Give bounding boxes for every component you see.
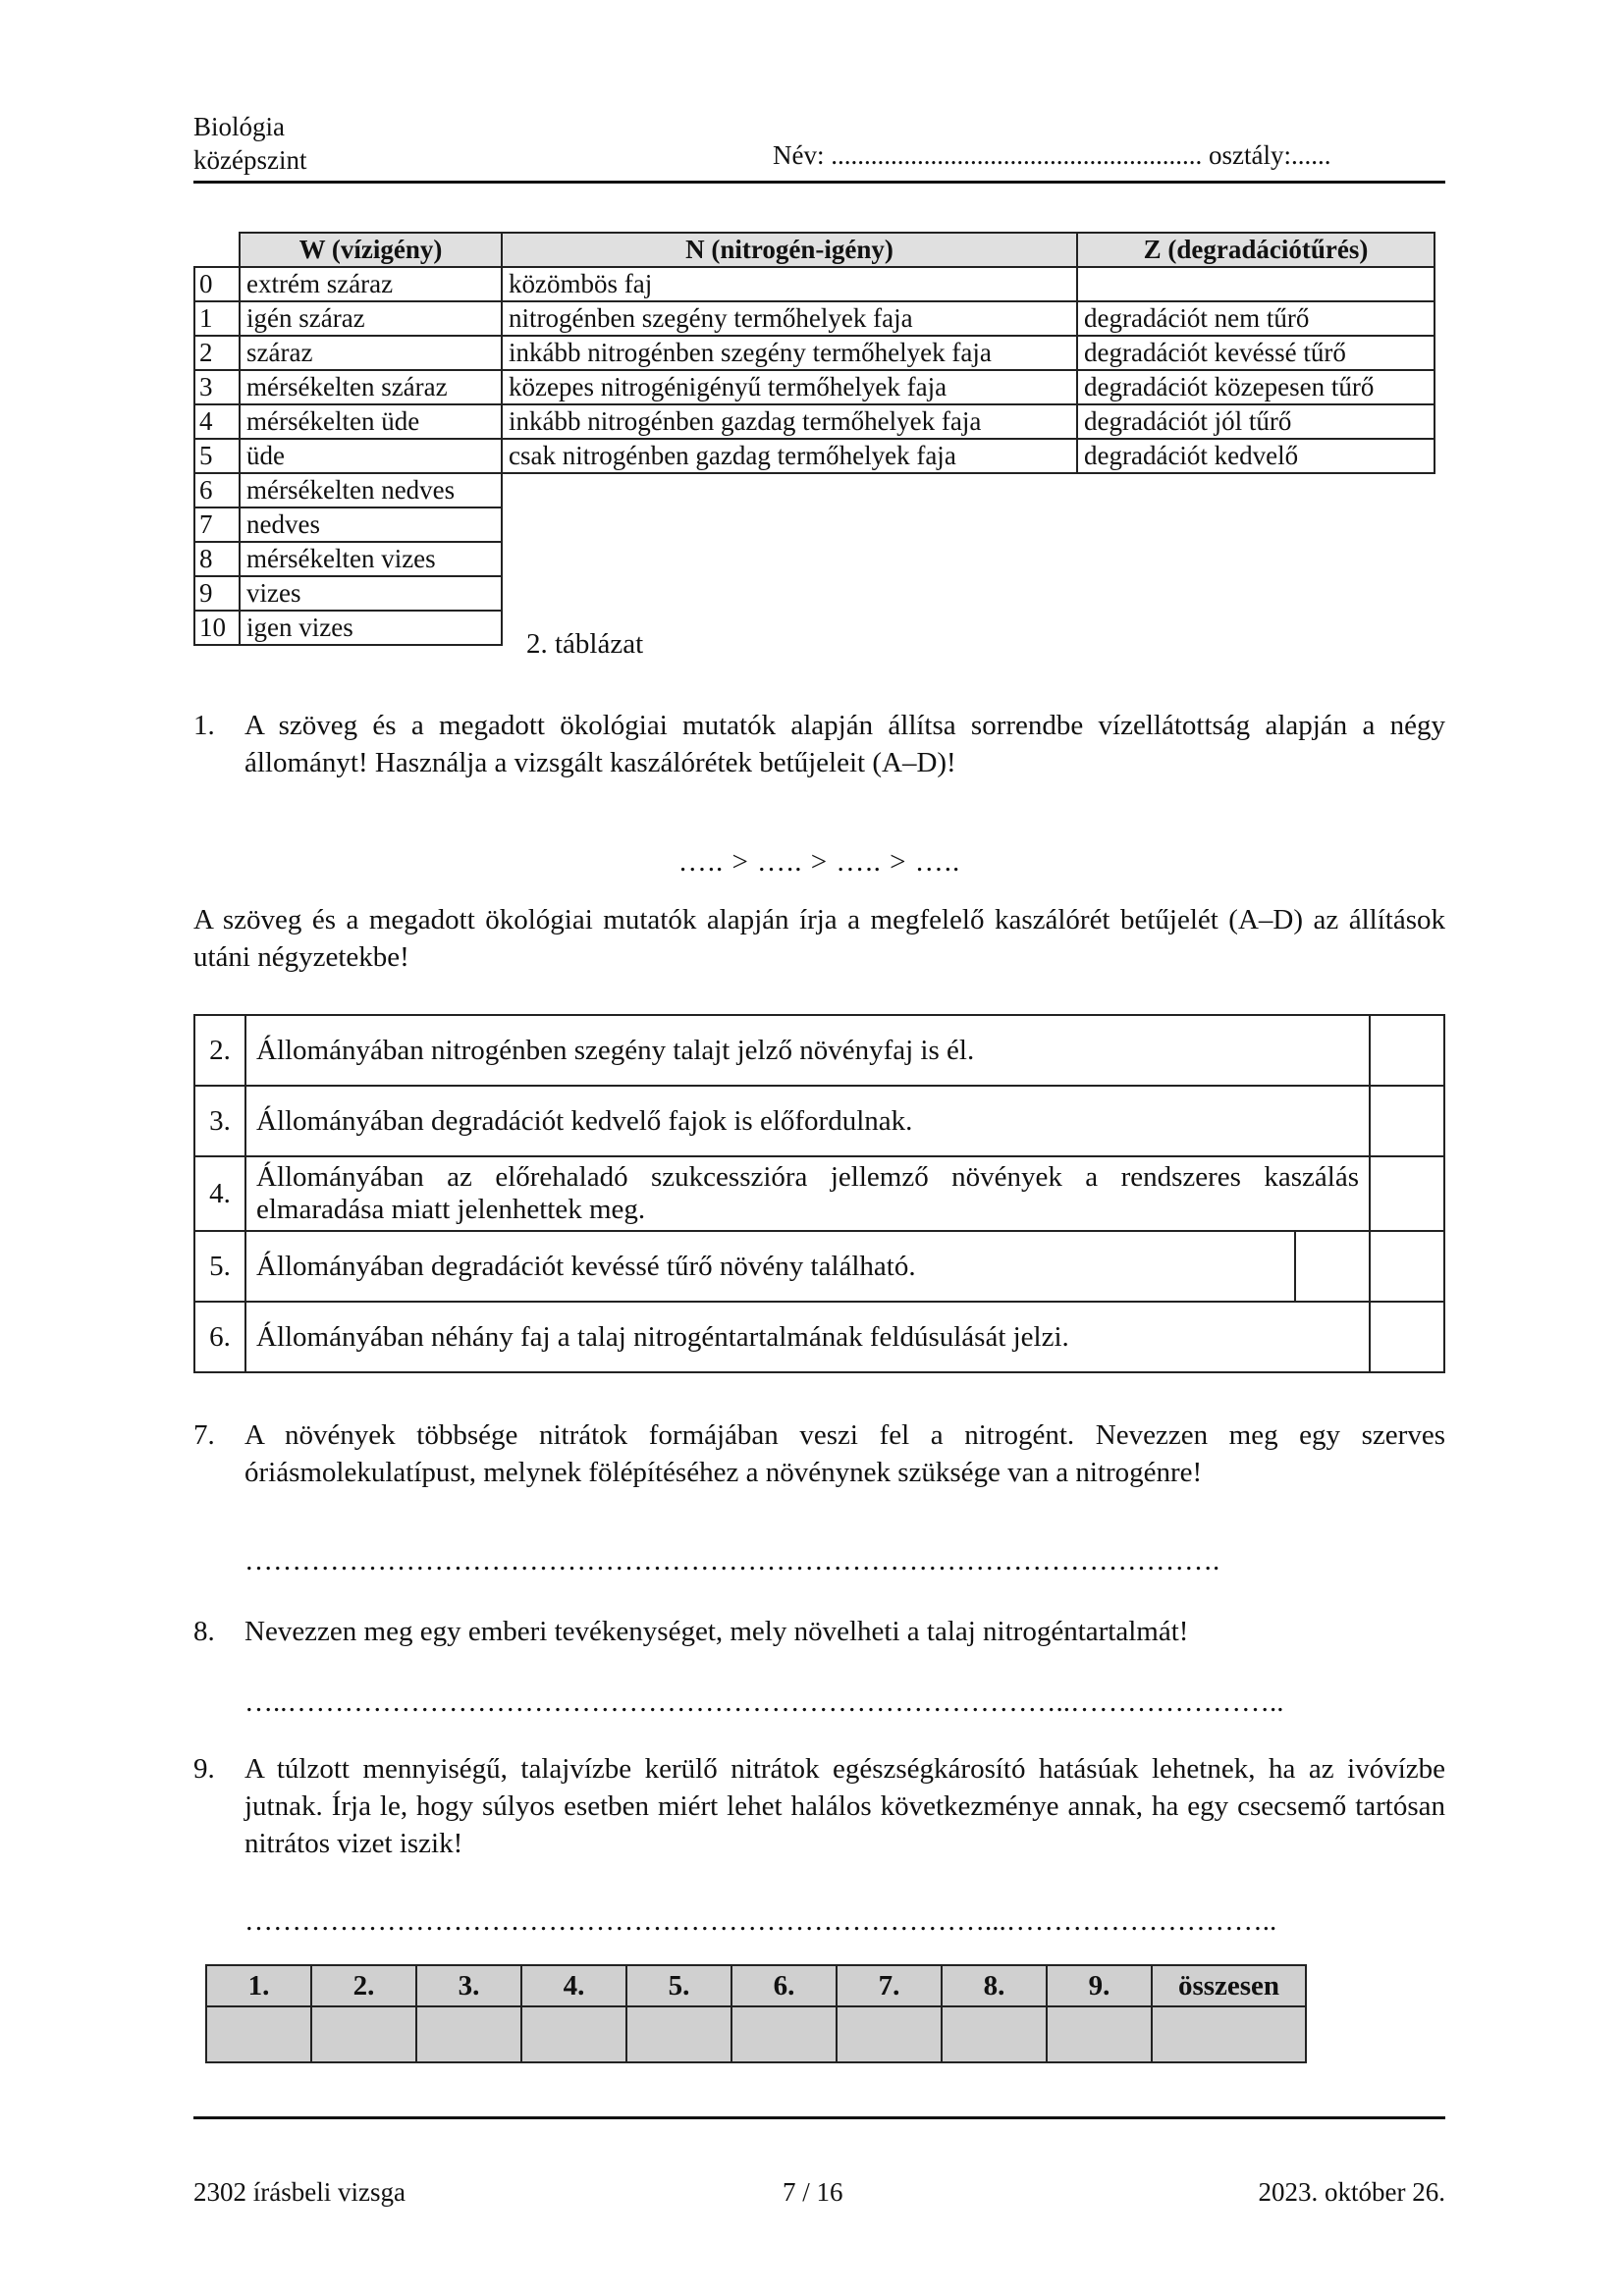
table-row (194, 1015, 1444, 1086)
score-header: 5. (626, 1965, 731, 2006)
table-row (194, 473, 1435, 507)
score-header: 3. (416, 1965, 521, 2006)
answer-box[interactable] (1370, 1156, 1444, 1231)
footer-page-number: 7 / 16 (783, 2177, 843, 2207)
row-index: 2 (194, 336, 240, 370)
statement-number: 6. (194, 1302, 245, 1372)
subject-title: Biológia (193, 112, 285, 141)
score-cell[interactable] (731, 2006, 837, 2062)
row-index: 10 (194, 611, 240, 645)
cell-w: vizes (240, 576, 502, 611)
subject-level: középszint (193, 145, 307, 175)
answer-line-8[interactable]: …..………………………………………………………………………..………………….. (244, 1686, 1284, 1718)
empty-cell (502, 473, 1435, 507)
row-index: 8 (194, 542, 240, 576)
answer-box[interactable] (1370, 1015, 1444, 1086)
table-row (194, 1302, 1444, 1372)
table-row (194, 267, 1435, 301)
row-index: 1 (194, 301, 240, 336)
table-row (194, 370, 1435, 404)
question-text: A növények többsége nitrátok formájában veszi fel a nitrogént. Nevezzen meg egy szerves óriásmolekulatípust, melynek fölépítéséhez a növénynek szüksége van a nitrogénre! (244, 1419, 1445, 1488)
cell-w: mérsékelten száraz (240, 370, 502, 404)
table-row (194, 404, 1435, 439)
header-n: N (nitrogén-igény) (502, 233, 1077, 267)
cell-w: mérsékelten üde (240, 404, 502, 439)
table-row (194, 1156, 1444, 1231)
cell-w: üde (240, 439, 502, 473)
score-cell[interactable] (837, 2006, 942, 2062)
question-number: 8. (193, 1616, 215, 1647)
header-z: Z (degradációtűrés) (1077, 233, 1435, 267)
empty-cell (502, 542, 1435, 576)
statement-text: Állományában néhány faj a talaj nitrogéntartalmának feldúsulását jelzi. (245, 1302, 1370, 1372)
indicator-table-header (194, 233, 1435, 267)
question-7 (193, 1416, 1445, 1495)
question-number: 7. (193, 1419, 215, 1451)
statement-text: Állományában az előrehaladó szukcesszióra jellemző növények a rendszeres kaszálás elmaradása miatt jelenhettek meg. (245, 1156, 1370, 1231)
question-text: A szöveg és a megadott ökológiai mutatók alapján állítsa sorrendbe vízellátottság alapján a négy állományt! Használja a vizsgált kaszálórétek betűjeleit (A–D)! (244, 710, 1445, 778)
statement-number: 2. (194, 1015, 245, 1086)
score-cell[interactable] (1047, 2006, 1152, 2062)
cell-n: inkább nitrogénben gazdag termőhelyek faja (502, 404, 1077, 439)
table-row (194, 1086, 1444, 1156)
footer-exam-code: 2302 írásbeli vizsga (193, 2177, 406, 2207)
cell-z: degradációt kevéssé tűrő (1077, 336, 1435, 370)
table-row (194, 1231, 1444, 1302)
empty-cell (502, 576, 1435, 611)
question-number: 1. (193, 710, 215, 741)
cell-w: száraz (240, 336, 502, 370)
blank-corner (194, 233, 240, 267)
statement-text: Állományában degradációt kedvelő fajok is előfordulnak. (245, 1086, 1370, 1156)
row-index: 9 (194, 576, 240, 611)
row-index: 3 (194, 370, 240, 404)
header-subject (193, 110, 306, 177)
score-cell[interactable] (942, 2006, 1047, 2062)
score-header-row (206, 1965, 1306, 2006)
table-row (194, 301, 1435, 336)
score-header-total: összesen (1152, 1965, 1306, 2006)
score-cell-total[interactable] (1152, 2006, 1306, 2062)
footer-divider (193, 2116, 1445, 2119)
cell-n: nitrogénben szegény termőhelyek faja (502, 301, 1077, 336)
cell-w: mérsékelten nedves (240, 473, 502, 507)
statement-text: Állományában nitrogénben szegény talajt jelző növényfaj is él. (245, 1015, 1370, 1086)
score-header: 7. (837, 1965, 942, 2006)
cell-w: nedves (240, 507, 502, 542)
footer-date: 2023. október 26. (1258, 2177, 1445, 2207)
score-header: 6. (731, 1965, 837, 2006)
instruction-text: A szöveg és a megadott ökológiai mutatók alapján írja a megfelelő kaszálórét betűjelét (A–D) az állítások utáni négyzetekbe! (193, 904, 1445, 973)
score-header: 9. (1047, 1965, 1152, 2006)
answer-box-secondary[interactable] (1295, 1231, 1370, 1302)
cell-w: igen vizes (240, 611, 502, 645)
score-cell[interactable] (626, 2006, 731, 2062)
cell-n: közepes nitrogénigényű termőhelyek faja (502, 370, 1077, 404)
table-caption: 2. táblázat (526, 628, 644, 660)
score-table (205, 1964, 1307, 2063)
table-row (194, 576, 1435, 611)
score-header: 8. (942, 1965, 1047, 2006)
table-row (194, 336, 1435, 370)
question-1 (193, 707, 1445, 785)
score-cell[interactable] (311, 2006, 416, 2062)
statement-text: Állományában degradációt kevéssé tűrő növény található. (245, 1231, 1295, 1302)
empty-cell (502, 507, 1435, 542)
answer-chain[interactable]: ….. > ….. > ….. > ….. (677, 846, 961, 878)
indicator-table (193, 232, 1435, 646)
name-class-field[interactable]: Név: ........................................................ osztály:...... (773, 140, 1331, 170)
score-cell[interactable] (521, 2006, 626, 2062)
question-9 (193, 1750, 1445, 1868)
score-header: 1. (206, 1965, 311, 2006)
statement-number: 5. (194, 1231, 245, 1302)
cell-z: degradációt közepesen tűrő (1077, 370, 1435, 404)
question-text: A túlzott mennyiségű, talajvízbe kerülő nitrátok egészségkárosító hatásúak lehetnek, ha az ivóvízbe jutnak. Írja le, hogy súlyos esetben miért lehet halálos következménye annak, ha egy csecsemő tartósan nitrátos vizet iszik! (244, 1753, 1445, 1859)
answer-box[interactable] (1370, 1302, 1444, 1372)
cell-z (1077, 267, 1435, 301)
row-index: 0 (194, 267, 240, 301)
row-index: 6 (194, 473, 240, 507)
answer-line-9[interactable]: ……………………………………………………………………...……………………….. (244, 1905, 1277, 1937)
answer-box[interactable] (1370, 1231, 1444, 1302)
score-cell[interactable] (206, 2006, 311, 2062)
score-header: 2. (311, 1965, 416, 2006)
table-row (194, 507, 1435, 542)
cell-z: degradációt kedvelő (1077, 439, 1435, 473)
question-text: Nevezzen meg egy emberi tevékenységet, mely növelheti a talaj nitrogéntartalmát! (244, 1616, 1189, 1647)
table-row (194, 611, 1435, 645)
row-index: 7 (194, 507, 240, 542)
answer-line-7[interactable]: …………………………………………………………………………………………. (244, 1545, 1220, 1576)
score-cell[interactable] (416, 2006, 521, 2062)
question-8 (193, 1613, 1445, 1652)
score-value-row (206, 2006, 1306, 2062)
cell-n: közömbös faj (502, 267, 1077, 301)
cell-w: igén száraz (240, 301, 502, 336)
header-w: W (vízigény) (240, 233, 502, 267)
cell-n: csak nitrogénben gazdag termőhelyek faja (502, 439, 1077, 473)
row-index: 5 (194, 439, 240, 473)
cell-z: degradációt jól tűrő (1077, 404, 1435, 439)
cell-w: extrém száraz (240, 267, 502, 301)
statement-number: 4. (194, 1156, 245, 1231)
cell-z: degradációt nem tűrő (1077, 301, 1435, 336)
header-divider (193, 181, 1445, 184)
statements-table (193, 1014, 1445, 1373)
score-header: 4. (521, 1965, 626, 2006)
question-number: 9. (193, 1753, 215, 1785)
table-row (194, 439, 1435, 473)
answer-box[interactable] (1370, 1086, 1444, 1156)
table-row (194, 542, 1435, 576)
cell-n: inkább nitrogénben szegény termőhelyek faja (502, 336, 1077, 370)
statement-number: 3. (194, 1086, 245, 1156)
row-index: 4 (194, 404, 240, 439)
cell-w: mérsékelten vizes (240, 542, 502, 576)
